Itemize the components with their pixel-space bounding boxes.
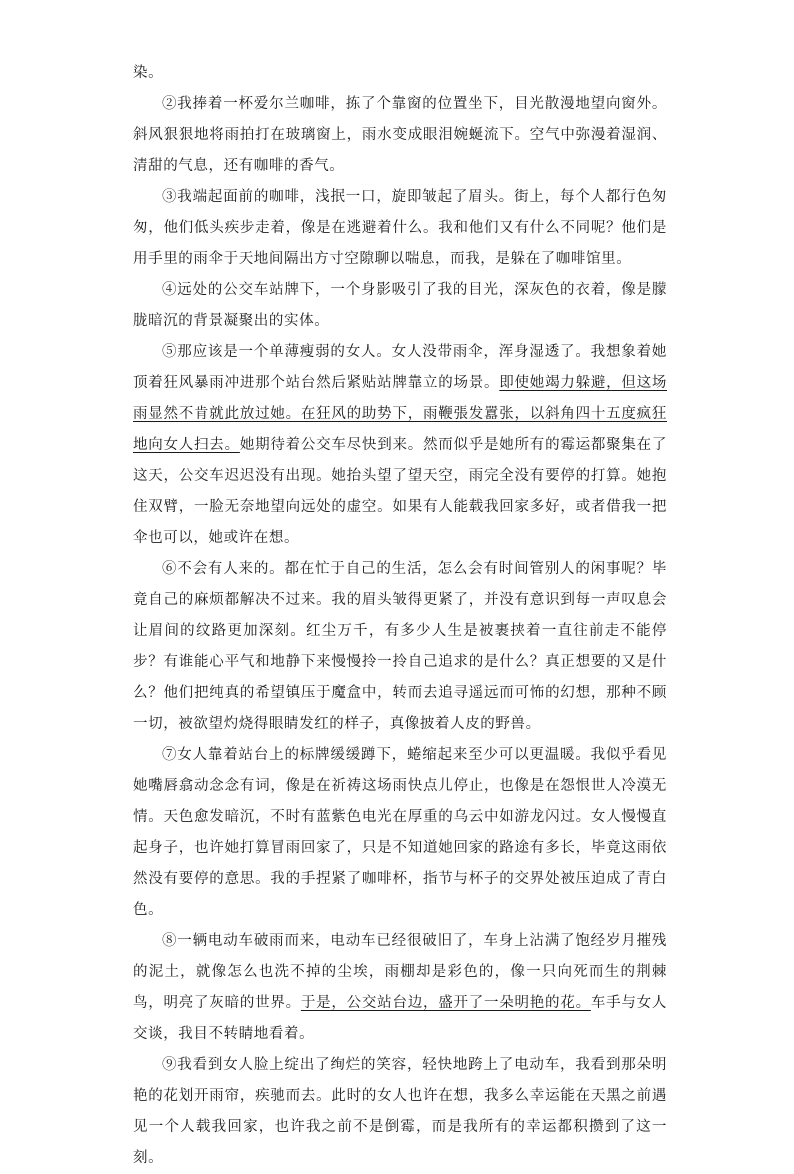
text-segment: 车手与女人交谈，我目不转睛地看着。 bbox=[133, 995, 667, 1042]
paragraph-3 bbox=[133, 182, 667, 275]
paragraph-4 bbox=[133, 275, 667, 337]
paragraph-9 bbox=[133, 1050, 667, 1174]
paragraph-7 bbox=[133, 740, 667, 926]
text-segment: 她期待着公交车尽快到来。然而似乎是她所有的霉运都聚集在了这天，公交车迟迟没有出现。她抬头望了望天空，雨完全没有要停的打算。她抱住双臂，一脸无奈地望向远处的虚空。如果有人能载我回家多好，或者借我一把伞也可以，她或许在想。 bbox=[133, 437, 667, 546]
text-segment: ⑦女人靠着站台上的标牌缓缓蹲下，蜷缩起来至少可以更温暖。我似乎看见她嘴唇翕动念念有词，像是在祈祷这场雨快点儿停止，也像是在怨恨世人冷漠无情。天色愈发暗沉，不时有蓝紫色电光在厚重的乌云中如游龙闪过。女人慢慢直起身子，也许她打算冒雨回家了，只是不知道她回家的路途有多长，毕竟这雨依然没有要停的意思。我的手捏紧了咖啡杯，指节与杯子的交界处被压迫成了青白色。 bbox=[133, 747, 667, 918]
underlined-sentence: 即使她竭力躲避，但这场雨显然不肯就此放过她。在狂风的助势下，雨鞭張发囂张，以斜角四十五度疯狂地向女人扫去。 bbox=[133, 375, 667, 453]
text-segment: ⑧一辆电动车破雨而来，电动车已经很破旧了，车身上沾满了饱经岁月摧残的泥土，就像怎么也洗不掉的尘埃，雨棚却是彩色的，像一只向死而生的荆棘鸟，明亮了灰暗的世界。 bbox=[133, 933, 667, 1011]
paragraph-6 bbox=[133, 554, 667, 740]
text-segment: ⑥不会有人来的。都在忙于自己的生活，怎么会有时间管别人的闲事呢？毕竟自己的麻烦都解决不过来。我的眉头皱得更紧了，并没有意识到每一声叹息会让眉间的纹路更加深刻。红尘万千，有多少人生是被裹挟着一直往前走不能停步？有谁能心平气和地静下来慢慢拎一拎自己追求的是什么？真正想要的又是什么？他们把纯真的希望镇压于魔盒中，转而去追寻遥远而可怖的幻想，那种不顾一切，被欲望灼烧得眼睛发红的样子，真像披着人皮的野兽。 bbox=[133, 561, 667, 732]
text-segment: ⑤那应该是一个单薄瘦弱的女人。女人没带雨伞，浑身湿透了。我想象着她顶着狂风暴雨冲进那个站台然后紧贴站牌靠立的场景。 bbox=[133, 344, 667, 391]
document-page bbox=[133, 58, 667, 1174]
text-segment: ④远处的公交车站牌下，一个身影吸引了我的目光，深灰色的衣着，像是朦胧暗沉的背景凝聚出的实体。 bbox=[133, 282, 667, 329]
text-segment: 染。 bbox=[133, 65, 164, 81]
text-segment: ③我端起面前的咖啡，浅抿一口，旋即皱起了眉头。街上，每个人都行色匆匆，他们低头疾步走着，像是在逃避着什么。我和他们又有什么不同呢？他们是用手里的雨伞于天地间隔出方寸空隙聊以喘息，而我，是躲在了咖啡馆里。 bbox=[133, 189, 667, 267]
text-segment: ②我捧着一杯爱尔兰咖啡，拣了个靠窗的位置坐下，目光散漫地望向窗外。斜风狠狠地将雨拍打在玻璃窗上，雨水变成眼泪婉蜒流下。空气中弥漫着湿润、清甜的气息，还有咖啡的香气。 bbox=[133, 96, 667, 174]
paragraph-2 bbox=[133, 89, 667, 182]
paragraph-8 bbox=[133, 926, 667, 1050]
underlined-sentence: 于是，公交站台边，盛开了一朵明艳的花。 bbox=[300, 995, 591, 1011]
paragraph-5 bbox=[133, 337, 667, 554]
text-segment: ⑨我看到女人脸上绽出了绚烂的笑容，轻快地跨上了电动车，我看到那朵明艳的花划开雨帘，疾驰而去。此时的女人也许在想，我多么幸运能在天黑之前遇见一个人载我回家，也许我之前不是倒霉，而是我所有的幸运都积攒到了这一刻。 bbox=[133, 1057, 667, 1166]
paragraph-1 bbox=[133, 58, 667, 89]
